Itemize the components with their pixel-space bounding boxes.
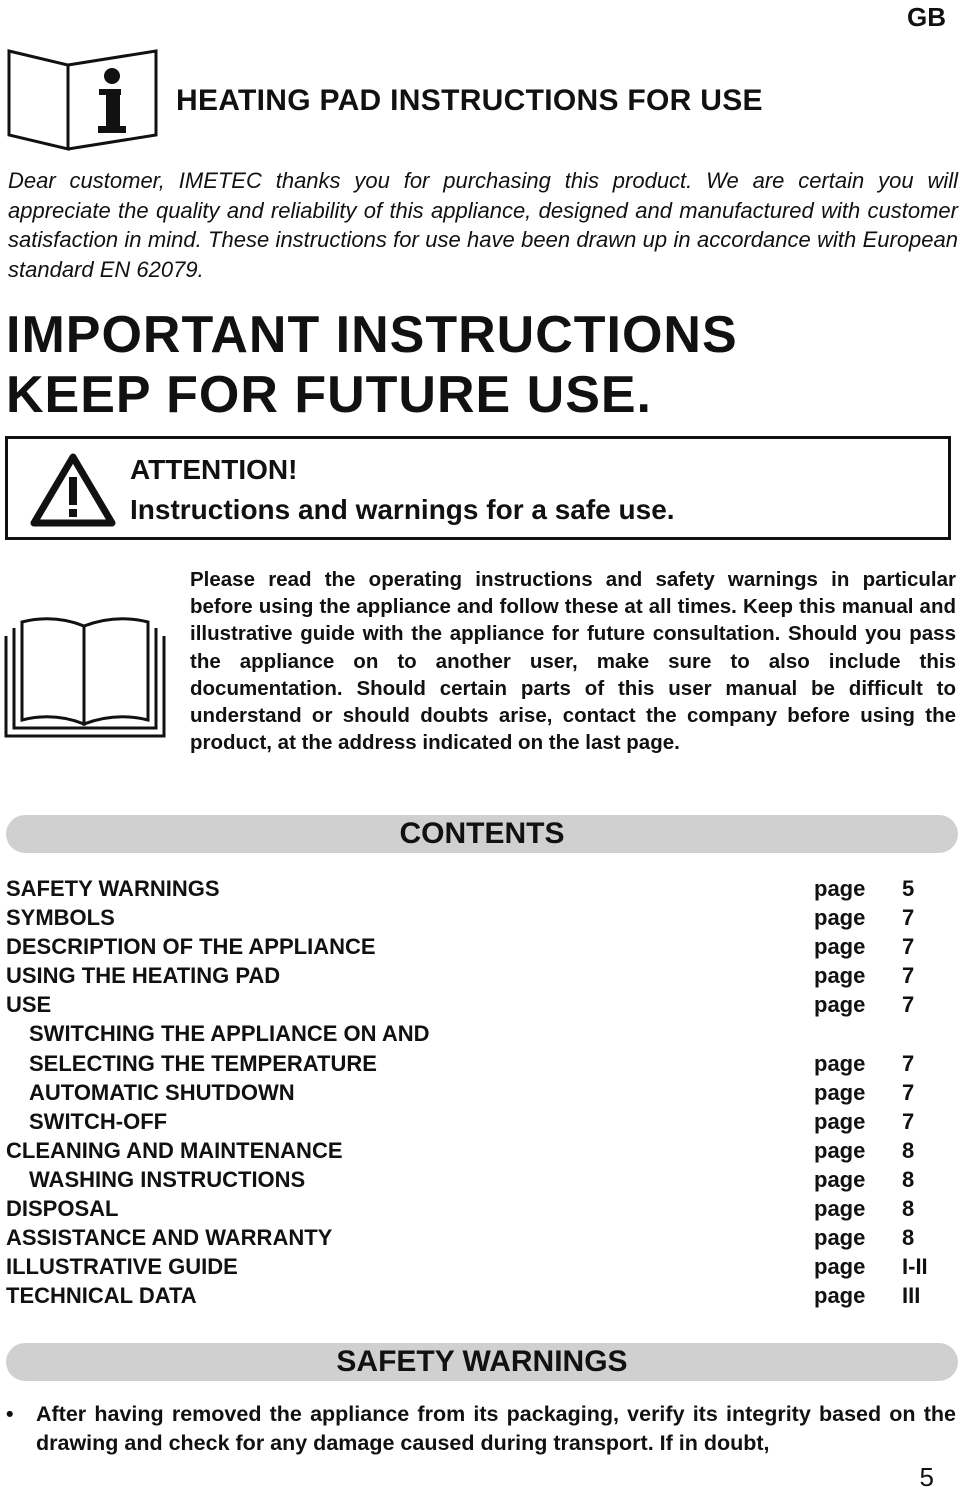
toc-page-label: page (814, 1137, 866, 1163)
toc-page-number: 8 (902, 1166, 915, 1192)
toc-item (6, 990, 960, 1019)
toc-page-label: page (814, 1254, 866, 1280)
page-title: HEATING PAD INSTRUCTIONS FOR USE (176, 84, 763, 117)
toc-title: SELECTING THE TEMPERATURE (29, 1050, 377, 1076)
toc-page-label: page (814, 876, 866, 901)
toc-title: USE (6, 992, 52, 1018)
toc-page-label: page (814, 1283, 866, 1309)
toc-page-label: page (814, 905, 866, 931)
toc-page-number: 7 (902, 992, 915, 1018)
toc-page-label: page (814, 1196, 866, 1222)
toc-page-number: 7 (902, 934, 915, 960)
info-book-icon (6, 48, 164, 152)
toc-subitem (6, 1019, 960, 1048)
toc-page-number: 8 (902, 1137, 915, 1163)
toc-page-number: 7 (902, 963, 915, 989)
attention-subtitle: Instructions and warnings for a safe use. (130, 494, 675, 525)
important-heading-line2: KEEP FOR FUTURE USE. (6, 366, 653, 424)
toc-page-label: page (814, 963, 866, 989)
toc-item (6, 1194, 960, 1223)
toc-item (6, 874, 960, 903)
toc-subitem (6, 1165, 960, 1194)
toc-page-label: page (814, 1079, 866, 1105)
safety-warning-text: After having removed the appliance from its packaging, verify its integrity based on the drawing and check for any damage caused during transport. If in doubt, (36, 1402, 956, 1455)
toc-title: DESCRIPTION OF THE APPLIANCE (6, 934, 376, 960)
toc-title: SWITCH-OFF (29, 1108, 168, 1134)
toc-page-number: 5 (902, 876, 915, 901)
toc-title: ILLUSTRATIVE GUIDE (6, 1254, 238, 1280)
toc-subitem (6, 1107, 960, 1136)
toc-title: SYMBOLS (6, 905, 115, 931)
toc-page-number: 7 (902, 1050, 915, 1076)
intro-paragraph: Dear customer, IMETEC thanks you for purchasing this product. We are certain you will appreciate the quality and reliability of this appliance, designed and manufactured with customer satisfaction in mind. These instructions for use have been drawn up in accordance with European standard EN 62079. (8, 168, 958, 282)
toc-title: TECHNICAL DATA (6, 1283, 197, 1309)
page-number: 5 (919, 1462, 934, 1492)
toc-page-number: 7 (902, 905, 915, 931)
toc-title: WASHING INSTRUCTIONS (29, 1166, 306, 1192)
safety-warnings-heading: SAFETY WARNINGS (6, 1343, 958, 1381)
toc-title: SAFETY WARNINGS (6, 876, 220, 901)
warning-triangle-icon (30, 453, 116, 527)
toc-title: SWITCHING THE APPLIANCE ON AND (29, 1021, 430, 1047)
toc-page-label: page (814, 1225, 866, 1251)
toc-title: USING THE HEATING PAD (6, 963, 281, 989)
attention-box (5, 436, 951, 540)
toc-title: ASSISTANCE AND WARRANTY (6, 1225, 333, 1251)
toc-page-number: 7 (902, 1108, 915, 1134)
toc-page-number: 8 (902, 1196, 915, 1222)
open-book-icon (4, 616, 166, 740)
toc-page-label: page (814, 934, 866, 960)
language-code: GB (907, 2, 946, 32)
read-notice: Please read the operating instructions and safety warnings in particular before using the appliance and follow these at all times. Keep this manual and illustrative guide with the appliance for future consultation. Should you pass the appliance on to another user, make sure to also include this documentation. Should certain parts of this user manual be difficult to understand or should doubts arise, contact the company before using the product, at the address indicated on the last page. (190, 568, 956, 755)
toc-page-label: page (814, 1166, 866, 1192)
toc-item (6, 961, 960, 990)
safety-warning-item (6, 1400, 956, 1457)
important-heading (6, 305, 738, 425)
toc-item (6, 1281, 960, 1310)
toc-title: CLEANING AND MAINTENANCE (6, 1137, 343, 1163)
contents-list (6, 874, 960, 1310)
toc-page-label: page (814, 992, 866, 1018)
toc-page-label: page (814, 1108, 866, 1134)
toc-item (6, 1252, 960, 1281)
attention-title: ATTENTION! (130, 454, 298, 485)
toc-page-number: III (902, 1283, 921, 1309)
toc-item (6, 903, 960, 932)
toc-subitem (6, 1049, 960, 1078)
toc-title: DISPOSAL (6, 1196, 119, 1222)
toc-page-number: I-II (902, 1254, 928, 1280)
toc-page-number: 7 (902, 1079, 915, 1105)
toc-item (6, 932, 960, 961)
toc-title: AUTOMATIC SHUTDOWN (29, 1079, 295, 1105)
important-heading-line1: IMPORTANT INSTRUCTIONS (6, 306, 738, 364)
contents-heading: CONTENTS (6, 815, 958, 853)
toc-subitem (6, 1078, 960, 1107)
toc-item (6, 1136, 960, 1165)
toc-item (6, 1223, 960, 1252)
safety-warnings-list (6, 1400, 956, 1457)
bullet-icon: • (6, 1402, 14, 1426)
toc-page-number: 8 (902, 1225, 915, 1251)
toc-page-label: page (814, 1050, 866, 1076)
